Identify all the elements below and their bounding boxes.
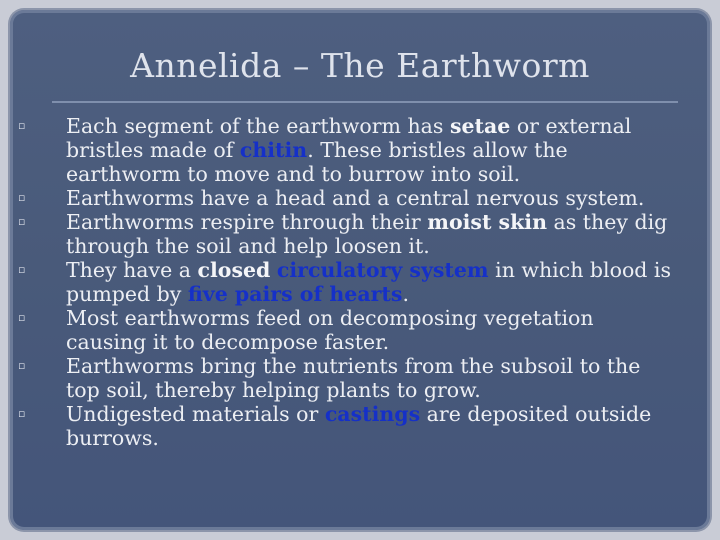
bullet-marker-icon: ▫: [18, 119, 26, 132]
bullet-item: [18, 354, 676, 402]
bullet-item: [18, 186, 676, 210]
bullet-text: They have a: [66, 258, 198, 282]
highlighted-term: castings: [324, 402, 421, 426]
bullet-marker-icon: ▫: [18, 359, 26, 372]
bullet-item: [18, 114, 676, 186]
bullet-marker-icon: ▫: [18, 407, 26, 420]
bullet-text: . These bristles allow the earthworm to move and to burrow into soil.: [66, 138, 568, 186]
bold-term: moist skin: [427, 210, 547, 234]
bullet-item: [18, 258, 676, 306]
bullet-text: .: [402, 282, 409, 306]
bullet-text: Each segment of the earthworm has: [66, 114, 450, 138]
bullet-text: Undigested materials or: [66, 402, 325, 426]
bold-term: setae: [449, 114, 511, 138]
bullet-text: Most earthworms feed on decomposing vegetation causing it to decompose faster.: [66, 306, 594, 354]
highlighted-term: chitin: [239, 138, 308, 162]
bullet-item: [18, 210, 676, 258]
highlighted-term: five pairs of hearts: [187, 282, 403, 306]
bullet-text: as they dig through the soil and help loosen it.: [66, 210, 668, 258]
bold-term: closed: [197, 258, 271, 282]
bullet-list: [18, 114, 676, 450]
bullet-text: Earthworms respire through their: [66, 210, 428, 234]
bullet-text: Earthworms bring the nutrients from the subsoil to the top soil, thereby helping plants to grow.: [66, 354, 641, 402]
bullet-text: in which blood is pumped by: [66, 258, 672, 306]
bullet-text: or external bristles made of: [66, 114, 632, 162]
bullet-text: Earthworms have a head and a central nervous system.: [66, 186, 645, 210]
bullet-marker-icon: ▫: [18, 311, 26, 324]
bullet-marker-icon: ▫: [18, 191, 26, 204]
bullet-marker-icon: ▫: [18, 215, 26, 228]
bullet-marker-icon: ▫: [18, 263, 26, 276]
slide-title: Annelida – The Earthworm: [130, 46, 590, 85]
bullet-text: are deposited outside burrows.: [66, 402, 652, 450]
bullet-item: [18, 306, 676, 354]
bullet-item: [18, 402, 676, 450]
highlighted-term: circulatory system: [276, 258, 489, 282]
title-divider: [52, 101, 678, 103]
